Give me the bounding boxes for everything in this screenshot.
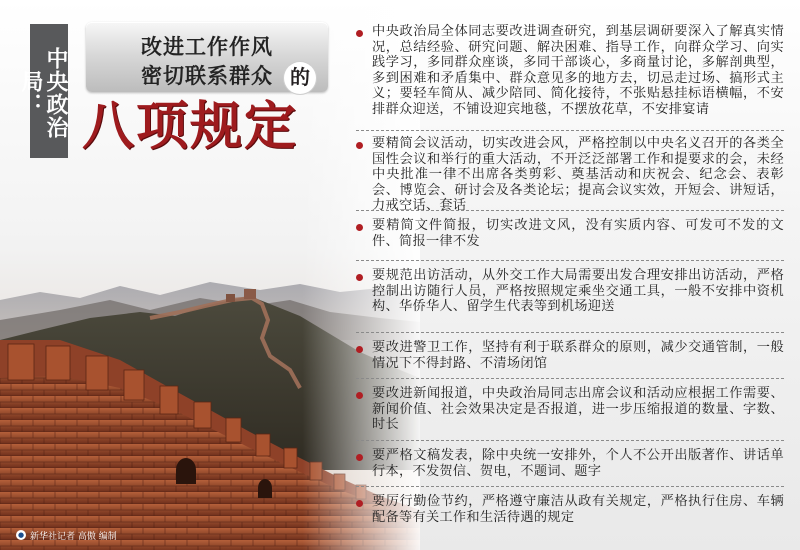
rule-item-1 (350, 24, 784, 118)
rule-item-5 (350, 340, 784, 371)
divider (356, 378, 784, 379)
title-line-1: 改进工作作风 (141, 35, 273, 59)
divider (356, 210, 784, 211)
bullet-icon (356, 274, 363, 281)
bullet-icon (356, 346, 363, 353)
rule-text: 要精简文件简报，切实改进文风，没有实质内容、可发可不发的文件、简报一律不发 (372, 218, 784, 249)
divider (356, 332, 784, 333)
divider (356, 130, 784, 131)
rule-text: 中央政治局全体同志要改进调查研究，到基层调研要深入了解真实情况，总结经验、研究问题、解决困难、指导工作，向群众学习、向实践学习，多同群众座谈，多同干部谈心，多商量讨论，多解剖典型，多到困难和矛盾集中、群众意见多的地方去，切忌走过场、搞形式主义；要轻车简从、减少陪同、简化接待，不张贴悬挂标语横幅，不安排群众迎送，不铺设迎宾地毯，不摆放花草，不安排宴请 (372, 24, 784, 117)
rule-item-2 (350, 136, 784, 214)
rule-text: 要改进新闻报道，中央政治局同志出席会议和活动应根据工作需要、新闻价值、社会效果决定是否报道，进一步压缩报道的数量、字数、时长 (372, 386, 784, 433)
rule-item-4 (350, 268, 784, 315)
xinhua-logo-icon: ● (17, 531, 25, 539)
headline: 八项规定 (82, 97, 299, 157)
bullet-icon (356, 142, 363, 149)
title-line-2: 密切联系群众 (141, 64, 273, 88)
rule-text: 要精简会议活动，切实改进会风，严格控制以中央名义召开的各类全国性会议和举行的重大活动，不开泛泛部署工作和提要求的会，未经中央批准一律不出席各类剪彩、奠基活动和庆祝会、纪念会、表彰会、博览会、研讨会及各类论坛；提高会议实效，开短会、讲短话，力戒空话、套话 (372, 136, 784, 214)
rule-item-6 (350, 386, 784, 433)
rule-text: 要严格文稿发表，除中央统一安排外，个人不公开出版著作、讲话单行本，不发贺信、贺电，不题词、题字 (372, 448, 784, 479)
rules-list (350, 14, 790, 534)
bullet-icon (356, 224, 363, 231)
bullet-icon (356, 454, 363, 461)
bullet-icon (356, 392, 363, 399)
title-particle: 的 (284, 62, 316, 94)
rule-item-7 (350, 448, 784, 479)
rule-text: 要规范出访活动，从外交工作大局需要出发合理安排出访活动，严格控制出访随行人员，严格按照规定乘坐交通工具，一般不安排中资机构、华侨华人、留学生代表等到机场迎送 (372, 268, 784, 315)
rule-item-3 (350, 218, 784, 249)
bullet-icon (356, 500, 363, 507)
divider (356, 440, 784, 441)
rule-item-8 (350, 494, 784, 525)
side-tag: 中央政治局： (30, 24, 68, 158)
photo-credit (16, 528, 117, 542)
bullet-icon (356, 30, 363, 37)
divider (356, 486, 784, 487)
rule-text: 要厉行勤俭节约，严格遵守廉洁从政有关规定，严格执行住房、车辆配备等有关工作和生活待遇的规定 (372, 494, 784, 525)
credit-text: 新华社记者 高傲 编制 (30, 531, 117, 542)
rule-text: 要改进警卫工作，坚持有利于联系群众的原则，减少交通管制，一般情况下不得封路、不清场闭馆 (372, 340, 784, 371)
divider (356, 260, 784, 261)
